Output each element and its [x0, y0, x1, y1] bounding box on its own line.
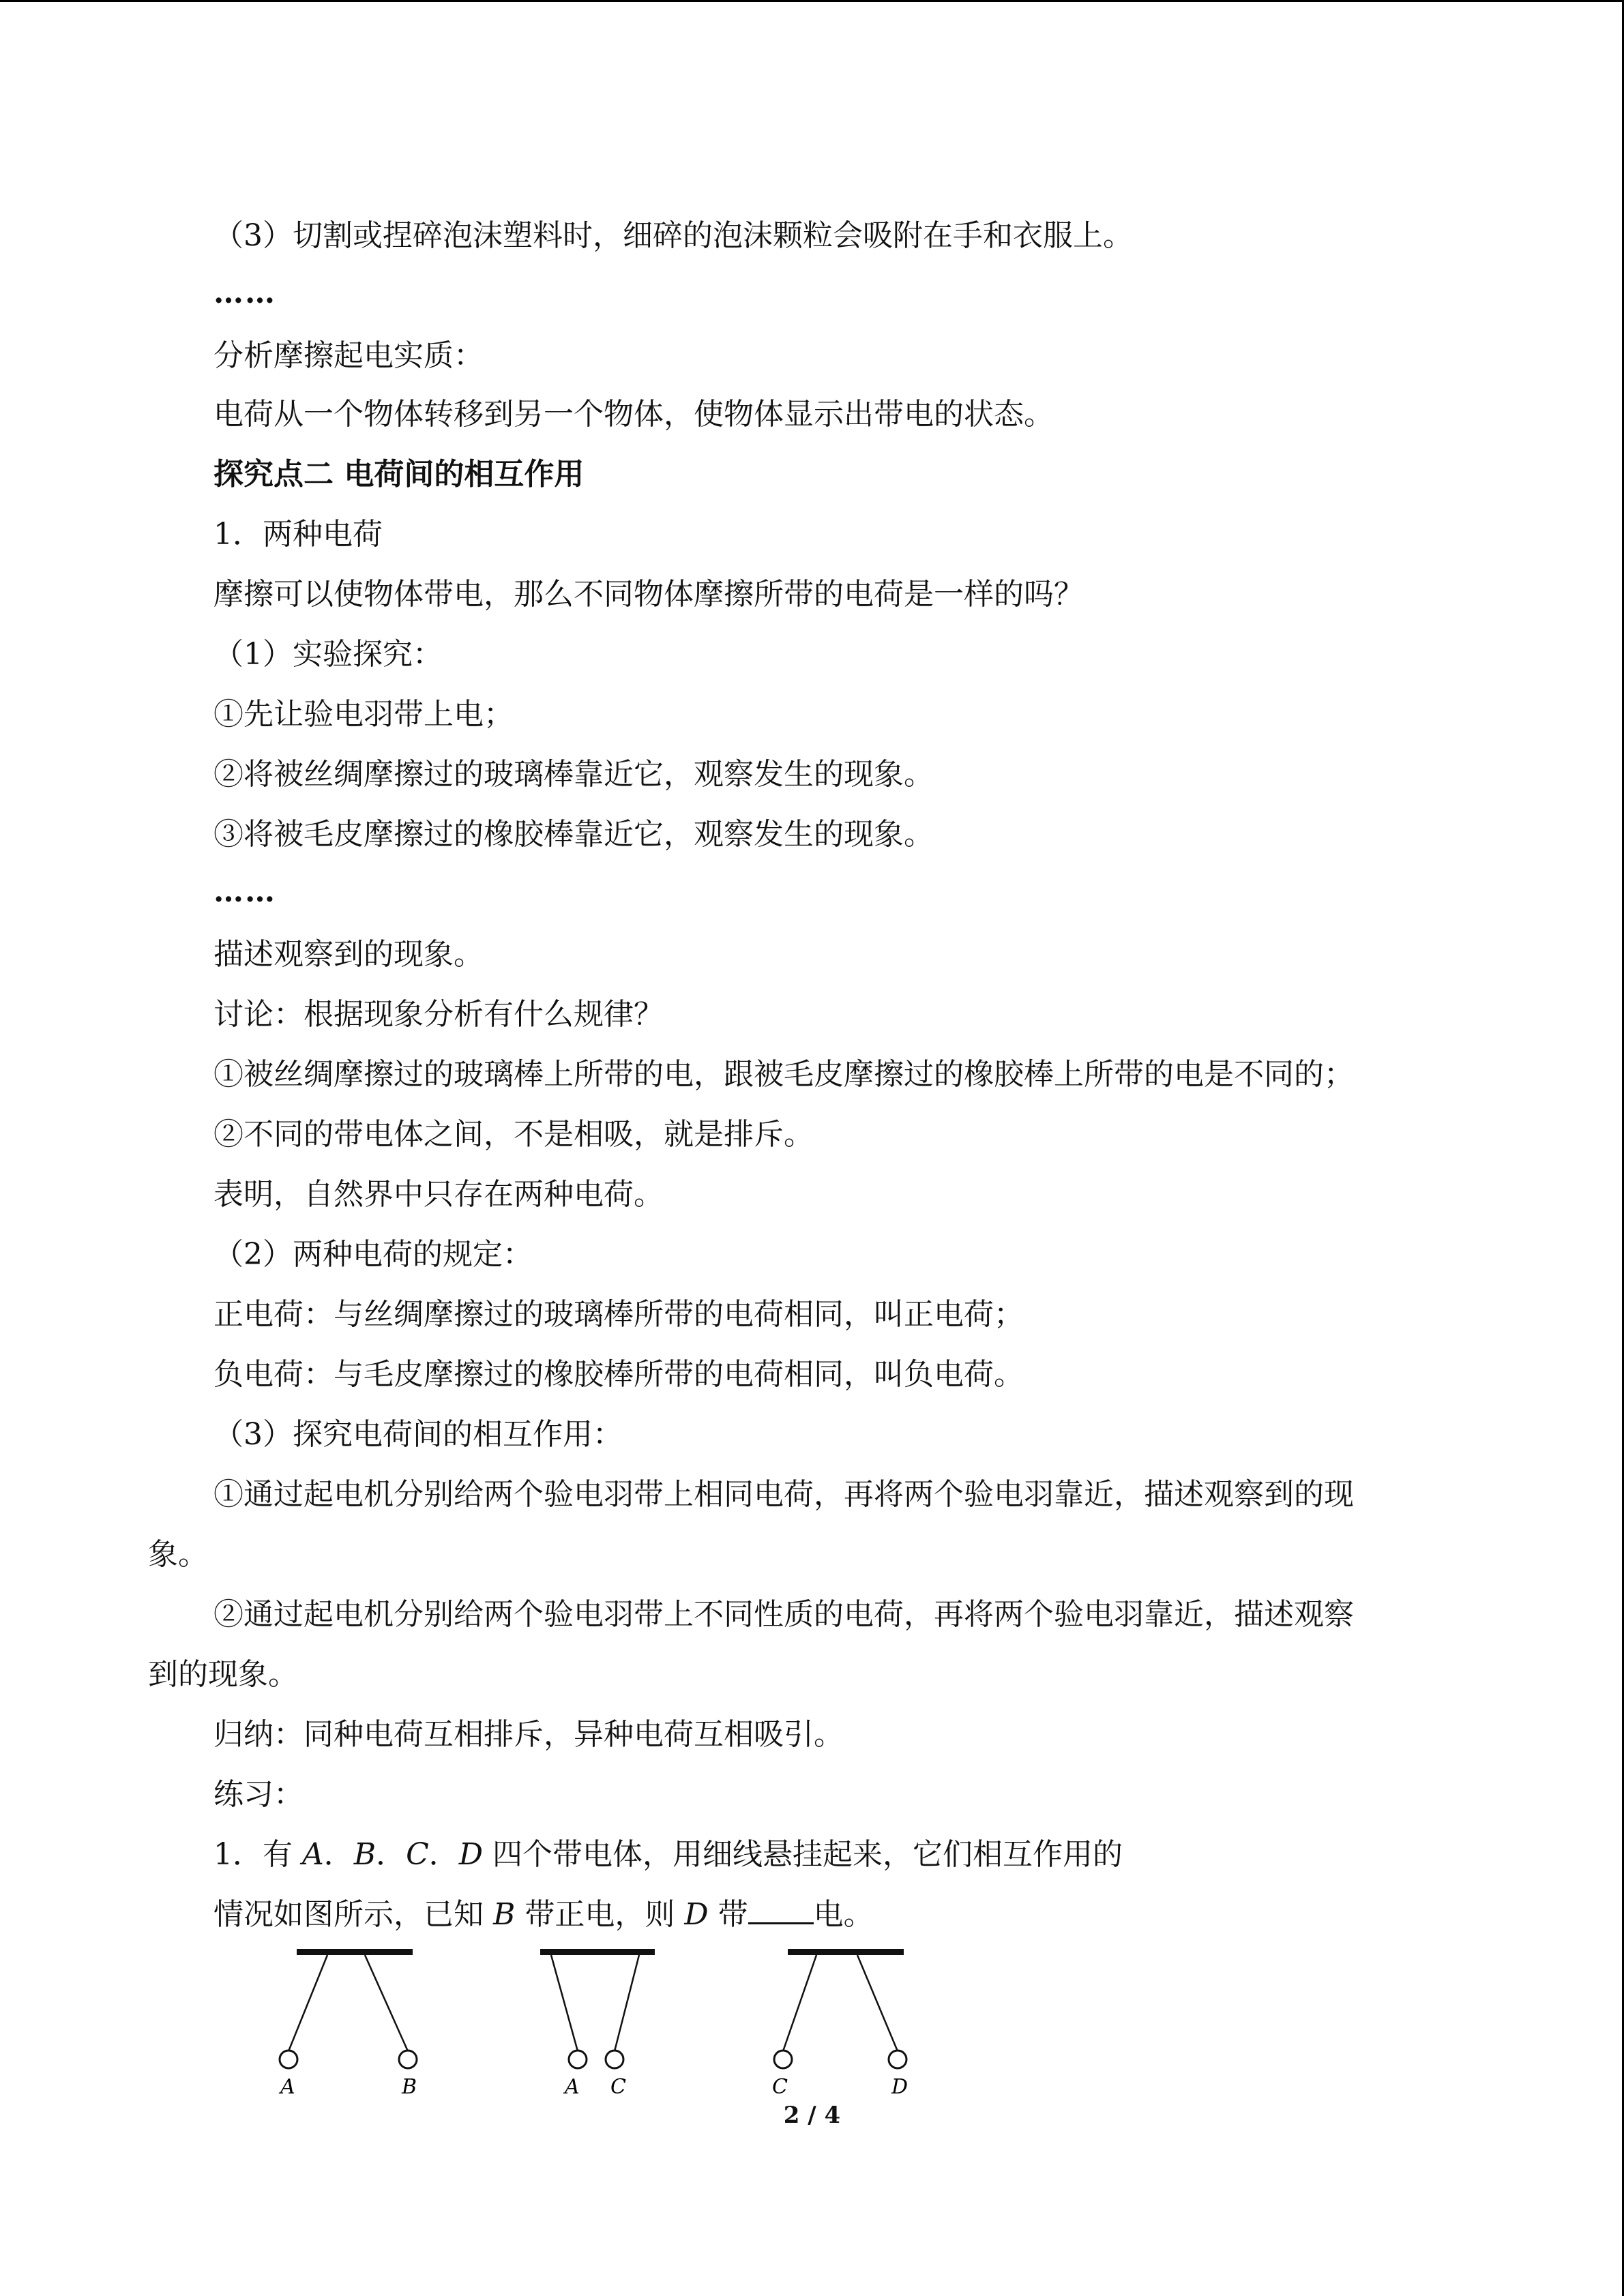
text-run: ． [376, 1837, 407, 1872]
charged-ball [280, 2051, 297, 2068]
variable-label: A [301, 1837, 324, 1872]
thread [857, 1955, 898, 2051]
ball-label: A [565, 2075, 580, 2099]
paragraph-line: 表明，自然界中只存在两种电荷。 [213, 1177, 664, 1212]
ellipsis-line: …… [213, 874, 276, 909]
paragraph-line: 练习： [213, 1777, 304, 1812]
ball-label: C [610, 2075, 626, 2099]
text-run: 带正电，则 [515, 1897, 685, 1932]
page-number: 2 / 4 [783, 2102, 841, 2129]
ellipsis-line: …… [213, 275, 276, 310]
pendulum-figure [259, 1947, 941, 2107]
text-run: 带 [708, 1897, 748, 1932]
variable-label: D [458, 1837, 484, 1872]
text-run: 情况如图所示，已知 [213, 1897, 493, 1932]
charged-ball [889, 2051, 906, 2068]
support-bar [540, 1949, 655, 1955]
charged-ball [606, 2051, 623, 2068]
support-bar [297, 1949, 413, 1955]
ball-label: B [402, 2075, 417, 2099]
paragraph-line: 讨论：根据现象分析有什么规律？ [213, 997, 664, 1032]
paragraph-line: （2）两种电荷的规定： [213, 1237, 533, 1272]
support-bar [788, 1949, 904, 1955]
list-item: ③将被毛皮摩擦过的橡胶棒靠近它，观察发生的现象。 [213, 817, 934, 852]
pendulum-group-a-b [278, 1949, 417, 2099]
ball-label: D [891, 2075, 909, 2099]
paragraph-line: ②通过起电机分别给两个验电羽带上不同性质的电荷，再将两个验电羽靠近，描述观察 [213, 1597, 1354, 1632]
paragraph-line: 到的现象。 [148, 1657, 298, 1692]
paragraph-line: ①通过起电机分别给两个验电羽带上相同电荷，再将两个验电羽靠近，描述观察到的现 [213, 1477, 1354, 1512]
list-item: ①被丝绸摩擦过的玻璃棒上所带的电，跟被毛皮摩擦过的橡胶棒上所带的电是不同的； [213, 1057, 1354, 1092]
thread [615, 1955, 639, 2051]
variable-label: B [493, 1897, 516, 1932]
list-item: ②不同的带电体之间，不是相吸，就是排斥。 [213, 1117, 814, 1152]
variable-label: C [406, 1837, 429, 1872]
paragraph-line: （1）实验探究： [213, 637, 443, 672]
thread [551, 1955, 578, 2051]
text-run: ． [428, 1837, 459, 1872]
paragraph-line: 摩擦可以使物体带电，那么不同物体摩擦所带的电荷是一样的吗？ [213, 577, 1084, 612]
list-item: ②将被丝绸摩擦过的玻璃棒靠近它，观察发生的现象。 [213, 757, 934, 792]
paragraph-line: （3）切割或捏碎泡沫塑料时，细碎的泡沫颗粒会吸附在手和衣服上。 [213, 218, 1133, 253]
paragraph-line: 分析摩擦起电实质： [213, 338, 484, 373]
subsection-heading: 1．两种电荷 [213, 517, 383, 552]
pendulum-group-c-d [772, 1949, 908, 2099]
paragraph-line: 描述观察到的现象。 [213, 937, 484, 972]
thread [289, 1955, 327, 2051]
ball-label: A [280, 2075, 295, 2099]
answer-blank [748, 1895, 814, 1924]
pendulum-group-a-c [540, 1949, 655, 2099]
paragraph-line: 电荷从一个物体转移到另一个物体，使物体显示出带电的状态。 [213, 397, 1054, 432]
exercise-question-line [213, 1894, 874, 1935]
text-run: ． [323, 1837, 354, 1872]
text-run: 1．有 [213, 1837, 302, 1872]
list-item: ①先让验电羽带上电； [213, 697, 514, 732]
text-run: 四个带电体，用细线悬挂起来，它们相互作用的 [483, 1837, 1123, 1872]
variable-label: D [684, 1897, 709, 1932]
pendulum-diagram [259, 1947, 941, 2107]
thread [783, 1955, 816, 2051]
paragraph-line: 象。 [148, 1537, 208, 1572]
charged-ball [399, 2051, 417, 2068]
thread [365, 1955, 408, 2051]
section-heading: 探究点二 电荷间的相互作用 [213, 457, 585, 492]
variable-label: B [353, 1837, 377, 1872]
paragraph-line: （3）探究电荷间的相互作用： [213, 1417, 623, 1452]
paragraph-line: 归纳：同种电荷互相排斥，异种电荷互相吸引。 [213, 1717, 844, 1752]
text-run: 电。 [813, 1897, 874, 1932]
charged-ball [774, 2051, 792, 2068]
ball-label: C [772, 2075, 788, 2099]
charged-ball [569, 2051, 587, 2068]
exercise-question-line [213, 1834, 1123, 1875]
paragraph-line: 负电荷：与毛皮摩擦过的橡胶棒所带的电荷相同，叫负电荷。 [213, 1357, 1024, 1392]
paragraph-line: 正电荷：与丝绸摩擦过的玻璃棒所带的电荷相同，叫正电荷； [213, 1297, 1024, 1332]
